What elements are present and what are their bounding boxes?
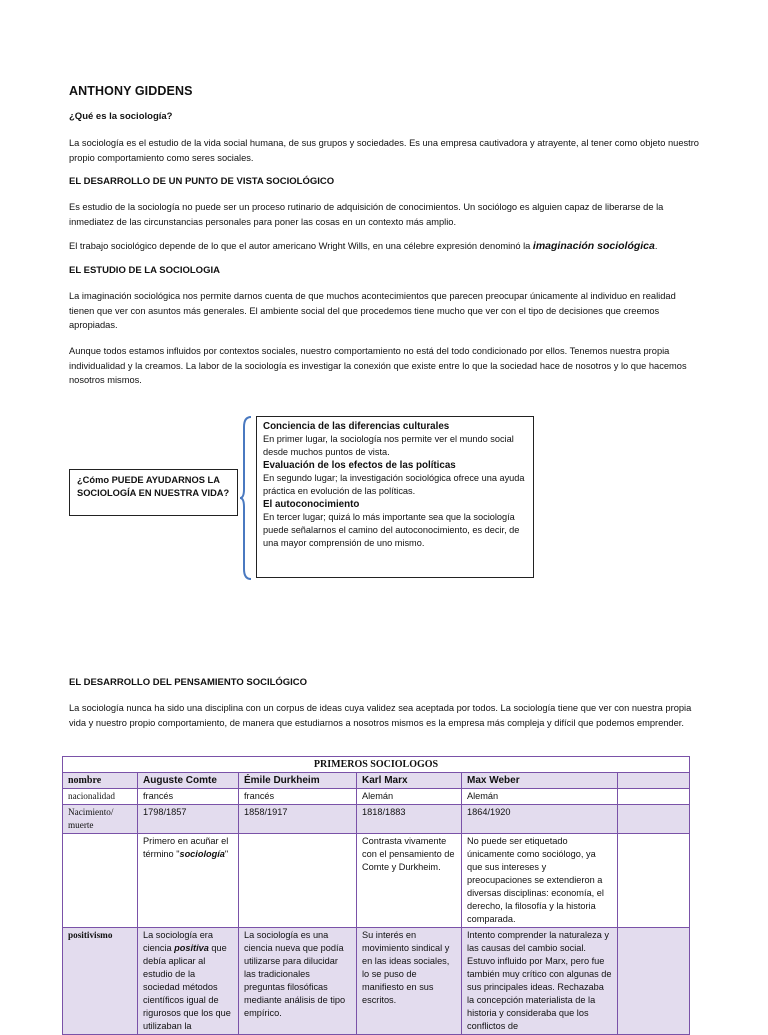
table-cell bbox=[138, 834, 239, 928]
paragraph-definition: La sociología es el estudio de la vida social humana, de sus grupos y sociedades. Es una empresa cautivadora y atrayente, al tener como objeto nuestro propio comportamiento como seres sociales. bbox=[69, 138, 699, 163]
answer-text: En tercer lugar; quizá lo más importante sea que la sociología puede señalarnos el camino del autoconocimiento, es decir, de una mayor comprensión de uno mismo. bbox=[263, 512, 520, 548]
table-row bbox=[63, 789, 690, 805]
cell-text: La sociología era ciencia bbox=[143, 930, 213, 953]
table-cell: Intento comprender la naturaleza y las causas del cambio social. Estuvo influido por Marx, pero fue también muy crítico con algunas de sus principales ideas. Rechazaba la concepción materialista de la historia y consideraba que los conflictos de bbox=[462, 928, 618, 1035]
table-cell bbox=[618, 789, 690, 805]
table-cell: Su interés en movimiento sindical y en las ideas sociales, lo se puso de manifiesto en sus escritos. bbox=[357, 928, 462, 1035]
row-label bbox=[63, 834, 138, 928]
paragraph-influences: Aunque todos estamos influidos por contextos sociales, nuestro comportamiento no está del todo condicionado por ellos. Tenemos nuestra propia individualidad y la creamos. La labor de la sociología es investigar la conexión que existe entre lo que la sociedad hace de nosotros y lo que hacemos nosotros mismos. bbox=[69, 346, 687, 385]
emphasis-term: positiva bbox=[174, 943, 209, 953]
table-row bbox=[63, 928, 690, 1035]
paragraph-sociologist: Es estudio de la sociología no puede ser un proceso rutinario de adquisición de conocimientos. Un sociólogo es alguien capaz de liberarse de la inmediatez de las circunstancias personales para poner las cosas en un contexto más amplio. bbox=[69, 202, 664, 227]
header-cell: Auguste Comte bbox=[138, 773, 239, 789]
table-header-row bbox=[63, 773, 690, 789]
table-cell bbox=[618, 834, 690, 928]
answer-title: Conciencia de las diferencias culturales bbox=[263, 421, 450, 432]
table-cell: 1818/1883 bbox=[357, 805, 462, 834]
answer-text: En primer lugar, la sociología nos permite ver el mundo social desde muchos puntos de vista. bbox=[263, 434, 514, 457]
table-cell: 1864/1920 bbox=[462, 805, 618, 834]
header-cell: nombre bbox=[63, 773, 138, 789]
answer-text: En segundo lugar; la investigación sociológica ofrece una ayuda práctica en evolución de las políticas. bbox=[263, 473, 525, 496]
table-title-row bbox=[63, 757, 690, 773]
row-label: nacionalidad bbox=[63, 789, 138, 805]
header-cell: Karl Marx bbox=[357, 773, 462, 789]
table-cell: Contrasta vivamente con el pensamiento de Comte y Durkheim. bbox=[357, 834, 462, 928]
table-cell bbox=[239, 834, 357, 928]
heading-sociological-viewpoint: EL DESARROLLO DE UN PUNTO DE VISTA SOCIOLÓGICO bbox=[69, 176, 335, 187]
section-title-what-is-sociology: ¿Qué es la sociología? bbox=[69, 111, 173, 122]
paragraph-text-end: . bbox=[654, 241, 658, 251]
table-cell bbox=[138, 928, 239, 1035]
emphasis-term: imaginación sociológica bbox=[532, 240, 655, 252]
row-label: Nacimiento/ muerte bbox=[63, 805, 138, 834]
cell-text-end: " bbox=[224, 849, 229, 859]
answer-title: Evaluación de los efectos de las políticas bbox=[263, 460, 456, 471]
cell-text-end: que debía aplicar al estudio de la sociedad métodos científicos igual de rigurosos que los que utilizaban la bbox=[143, 943, 231, 1031]
diagram-question-box: ¿Cómo PUEDE AYUDARNOS LA SOCIOLOGÍA EN NUESTRA VIDA? bbox=[69, 469, 238, 516]
table-cell: No puede ser etiquetado únicamente como sociólogo, ya que sus intereses y preocupaciones se extendieron a diversas disciplinas: economía, el derecho, la filosofía y la historia comparada. bbox=[462, 834, 618, 928]
heading-study-of-sociology: EL ESTUDIO DE LA SOCIOLOGIA bbox=[69, 265, 220, 276]
document-author: ANTHONY GIDDENS bbox=[69, 84, 193, 98]
table-cell: Alemán bbox=[462, 789, 618, 805]
early-sociologists-table bbox=[62, 756, 690, 1035]
table-cell: 1858/1917 bbox=[239, 805, 357, 834]
cell-text: Primero en acuñar el término " bbox=[143, 836, 229, 859]
emphasis-term: sociología bbox=[179, 849, 225, 859]
left-brace-icon bbox=[240, 415, 254, 581]
table-row bbox=[63, 805, 690, 834]
heading-development-thought: EL DESARROLLO DEL PENSAMIENTO SOCILÓGICO bbox=[69, 677, 308, 688]
table-row bbox=[63, 834, 690, 928]
table-cell: Alemán bbox=[357, 789, 462, 805]
table-cell: francés bbox=[239, 789, 357, 805]
table-cell: 1798/1857 bbox=[138, 805, 239, 834]
diagram-answers-box bbox=[256, 416, 534, 578]
paragraph-imagination: La imaginación sociológica nos permite darnos cuenta de que muchos acontecimientos que parecen preocupar únicamente al individuo en realidad tienen que ver con asuntos más generales. El ambiente social del que procedemos tiene mucho que ver con el tipo de decisiones que creemos apropiadas. bbox=[69, 291, 676, 330]
header-cell bbox=[618, 773, 690, 789]
table-cell: La sociología es una ciencia nueva que podía utilizarse para dilucidar las tradicionales preguntas filosóficas mediante análisis de tipo empírico. bbox=[239, 928, 357, 1035]
paragraph-sociological-imagination bbox=[69, 239, 699, 254]
paragraph-discipline: La sociología nunca ha sido una disciplina con un corpus de ideas cuya validez sea aceptada por todos. La sociología tiene que ver con nuestra propia vida y nuestro propio comportamiento, de manera que estudiarnos a nosotros mismos es la empresa más compleja y difícil que podemos emprender. bbox=[69, 703, 692, 728]
row-label: positivismo bbox=[63, 928, 138, 1035]
table-cell bbox=[618, 805, 690, 834]
paragraph-text: El trabajo sociológico depende de lo que el autor americano Wright Wills, en una célebre expresión denominó la bbox=[69, 241, 533, 251]
table-cell bbox=[618, 928, 690, 1035]
header-cell: Max Weber bbox=[462, 773, 618, 789]
answer-title: El autoconocimiento bbox=[263, 499, 360, 510]
table-cell: francés bbox=[138, 789, 239, 805]
table-title: PRIMEROS SOCIOLOGOS bbox=[63, 757, 690, 773]
header-cell: Émile Durkheim bbox=[239, 773, 357, 789]
